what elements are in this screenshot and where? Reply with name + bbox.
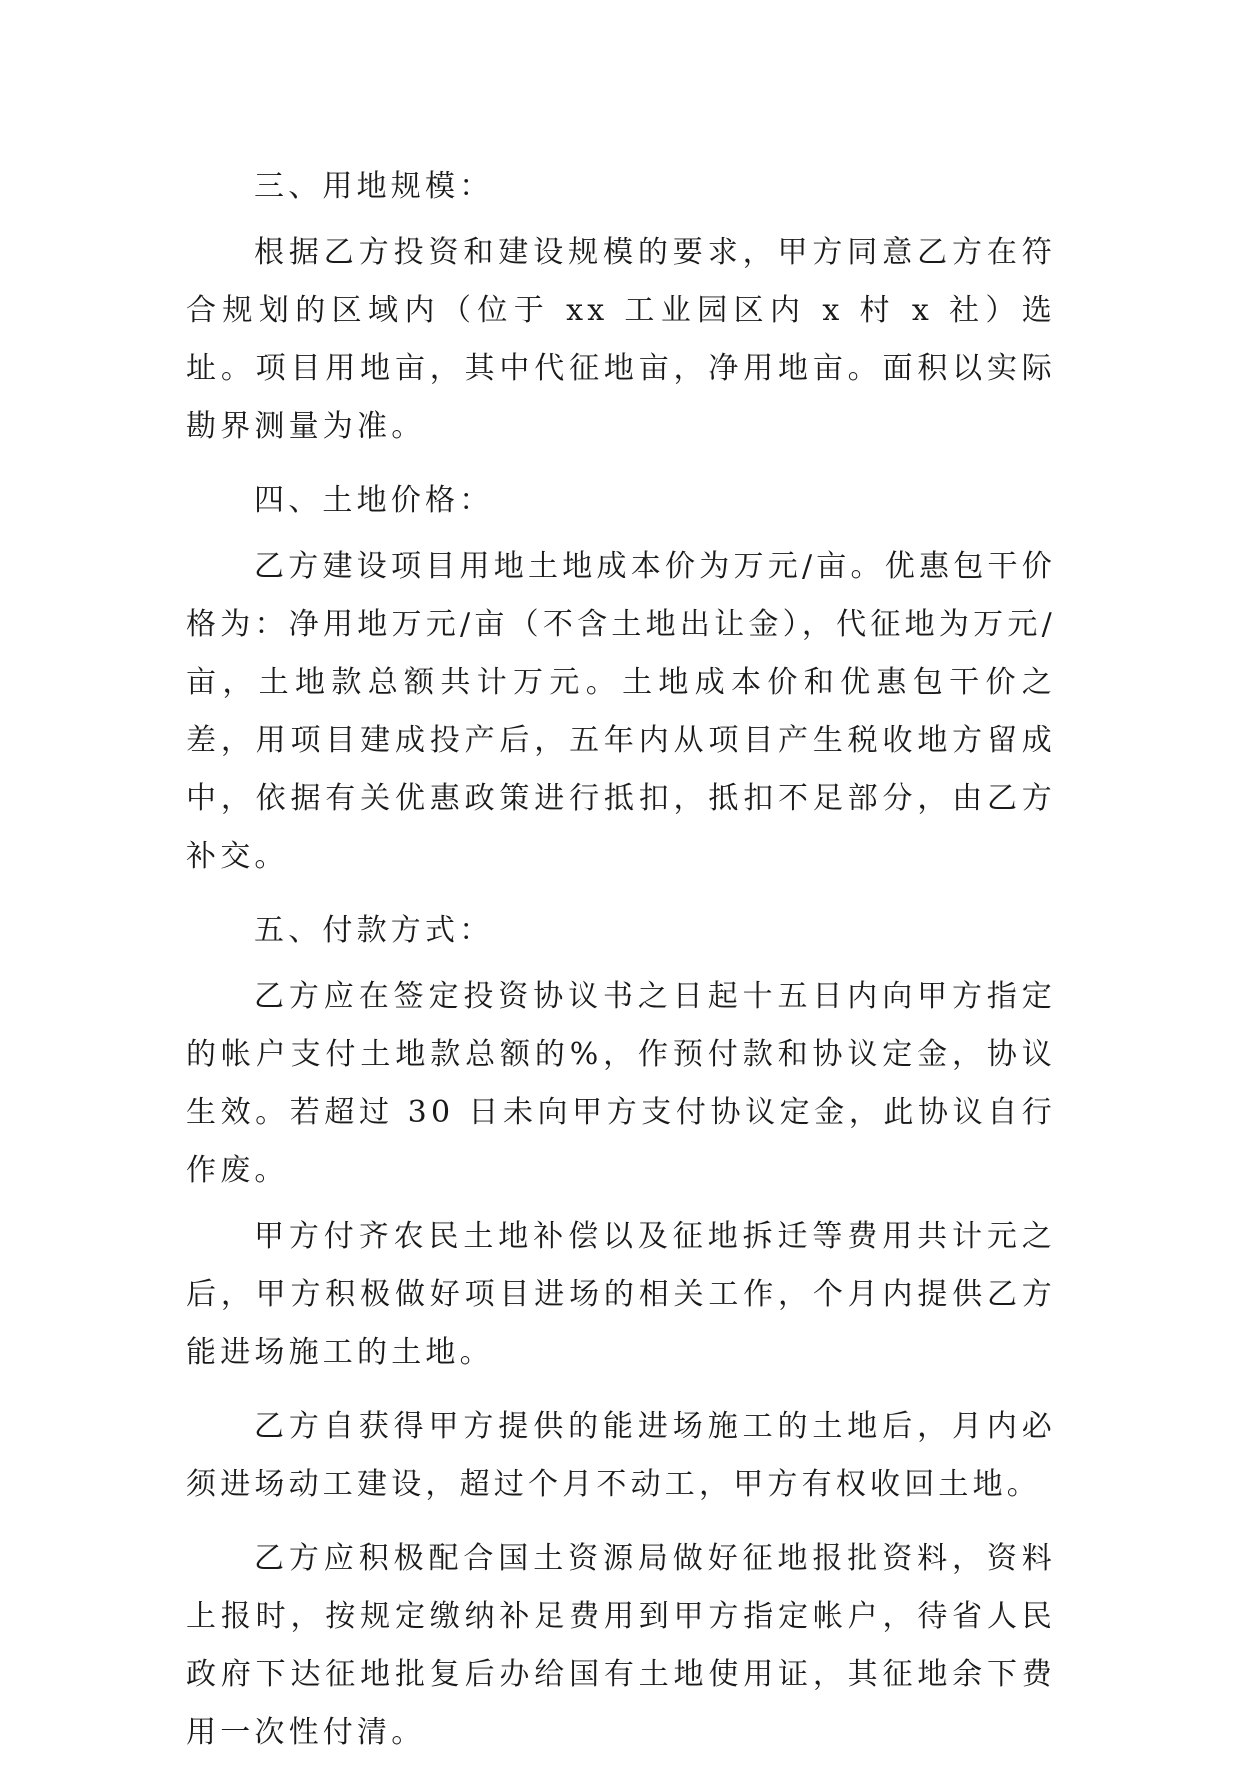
section-heading-payment-method: 五、付款方式： <box>254 913 494 948</box>
paragraph-land-scale: 根据乙方投资和建设规模的要求，甲方同意乙方在符合规划的区域内（位于 xx 工业园区内 x 村 x 社）选址。项目用地亩，其中代征地亩，净用地亩。面积以实际勘界测量为准。 <box>186 235 1056 444</box>
paragraph-payment-compensation: 甲方付齐农民土地补偿以及征地拆迁等费用共计元之后，甲方积极做好项目进场的相关工作，个月内提供乙方能进场施工的土地。 <box>186 1219 1056 1370</box>
document-body <box>186 158 1056 1770</box>
section-heading-land-price: 四、土地价格： <box>254 483 494 518</box>
paragraph-payment-deposit: 乙方应在签定投资协议书之日起十五日内向甲方指定的帐户支付土地款总额的%，作预付款和协议定金，协议生效。若超过 30 日未向甲方支付协议定金，此协议自行作废。 <box>186 979 1056 1188</box>
paragraph-payment-land-approval: 乙方应积极配合国土资源局做好征地报批资料，资料上报时，按规定缴纳补足费用到甲方指定帐户，待省人民政府下达征地批复后办给国有土地使用证，其征地余下费用一次性付清。 <box>186 1541 1056 1750</box>
paragraph-land-price: 乙方建设项目用地土地成本价为万元/亩。优惠包干价格为：净用地万元/亩（不含土地出让金），代征地为万元/亩，土地款总额共计万元。土地成本价和优惠包干价之差，用项目建成投产后，五年内从项目产生税收地方留成中，依据有关优惠政策进行抵扣，抵扣不足部分，由乙方补交。 <box>186 549 1056 874</box>
paragraph-payment-construction: 乙方自获得甲方提供的能进场施工的土地后，月内必须进场动工建设，超过个月不动工，甲方有权收回土地。 <box>186 1409 1056 1502</box>
section-heading-land-scale: 三、用地规模： <box>254 169 494 204</box>
